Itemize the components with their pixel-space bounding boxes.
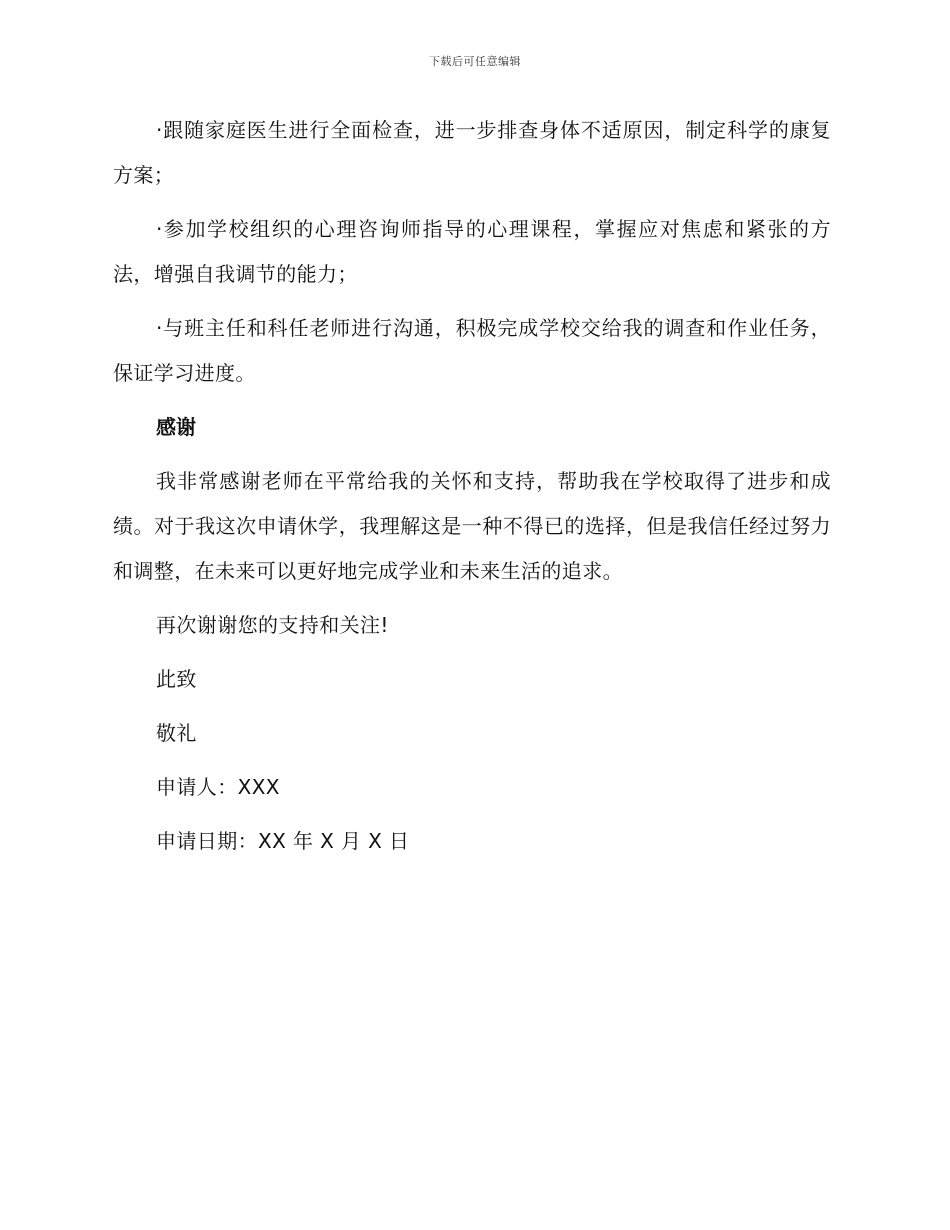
closing-thanks: 再次谢谢您的支持和关注!	[156, 613, 389, 637]
thanks-paragraph: 我非常感谢老师在平常给我的关怀和支持，帮助我在学校取得了进步和成绩。对于我这次申请休学，我理解这是一种不得已的选择，但是我信任经过努力和调整，在未来可以更好地完成学业和未来生活的追求。	[113, 469, 831, 583]
application-date-line: 申请日期：XX 年 X 月 X 日	[156, 829, 410, 853]
bullet-item: ·参加学校组织的心理咨询师指导的心理课程，掌握应对焦虑和紧张的方法，增强自我调节的能力；	[113, 217, 831, 286]
page-header-note: 下载后可任意编辑	[429, 55, 521, 68]
bullet-item: ·跟随家庭医生进行全面检查，进一步排查身体不适原因，制定科学的康复方案；	[113, 118, 831, 187]
salutation-line-2: 敬礼	[156, 721, 197, 745]
bullet-item: ·与班主任和科任老师进行沟通，积极完成学校交给我的调查和作业任务，保证学习进度。	[113, 316, 831, 385]
document-body	[113, 108, 831, 873]
salutation-line-1: 此致	[156, 667, 197, 691]
section-heading-thanks: 感谢	[156, 415, 196, 439]
applicant-line: 申请人：XXX	[156, 775, 280, 799]
